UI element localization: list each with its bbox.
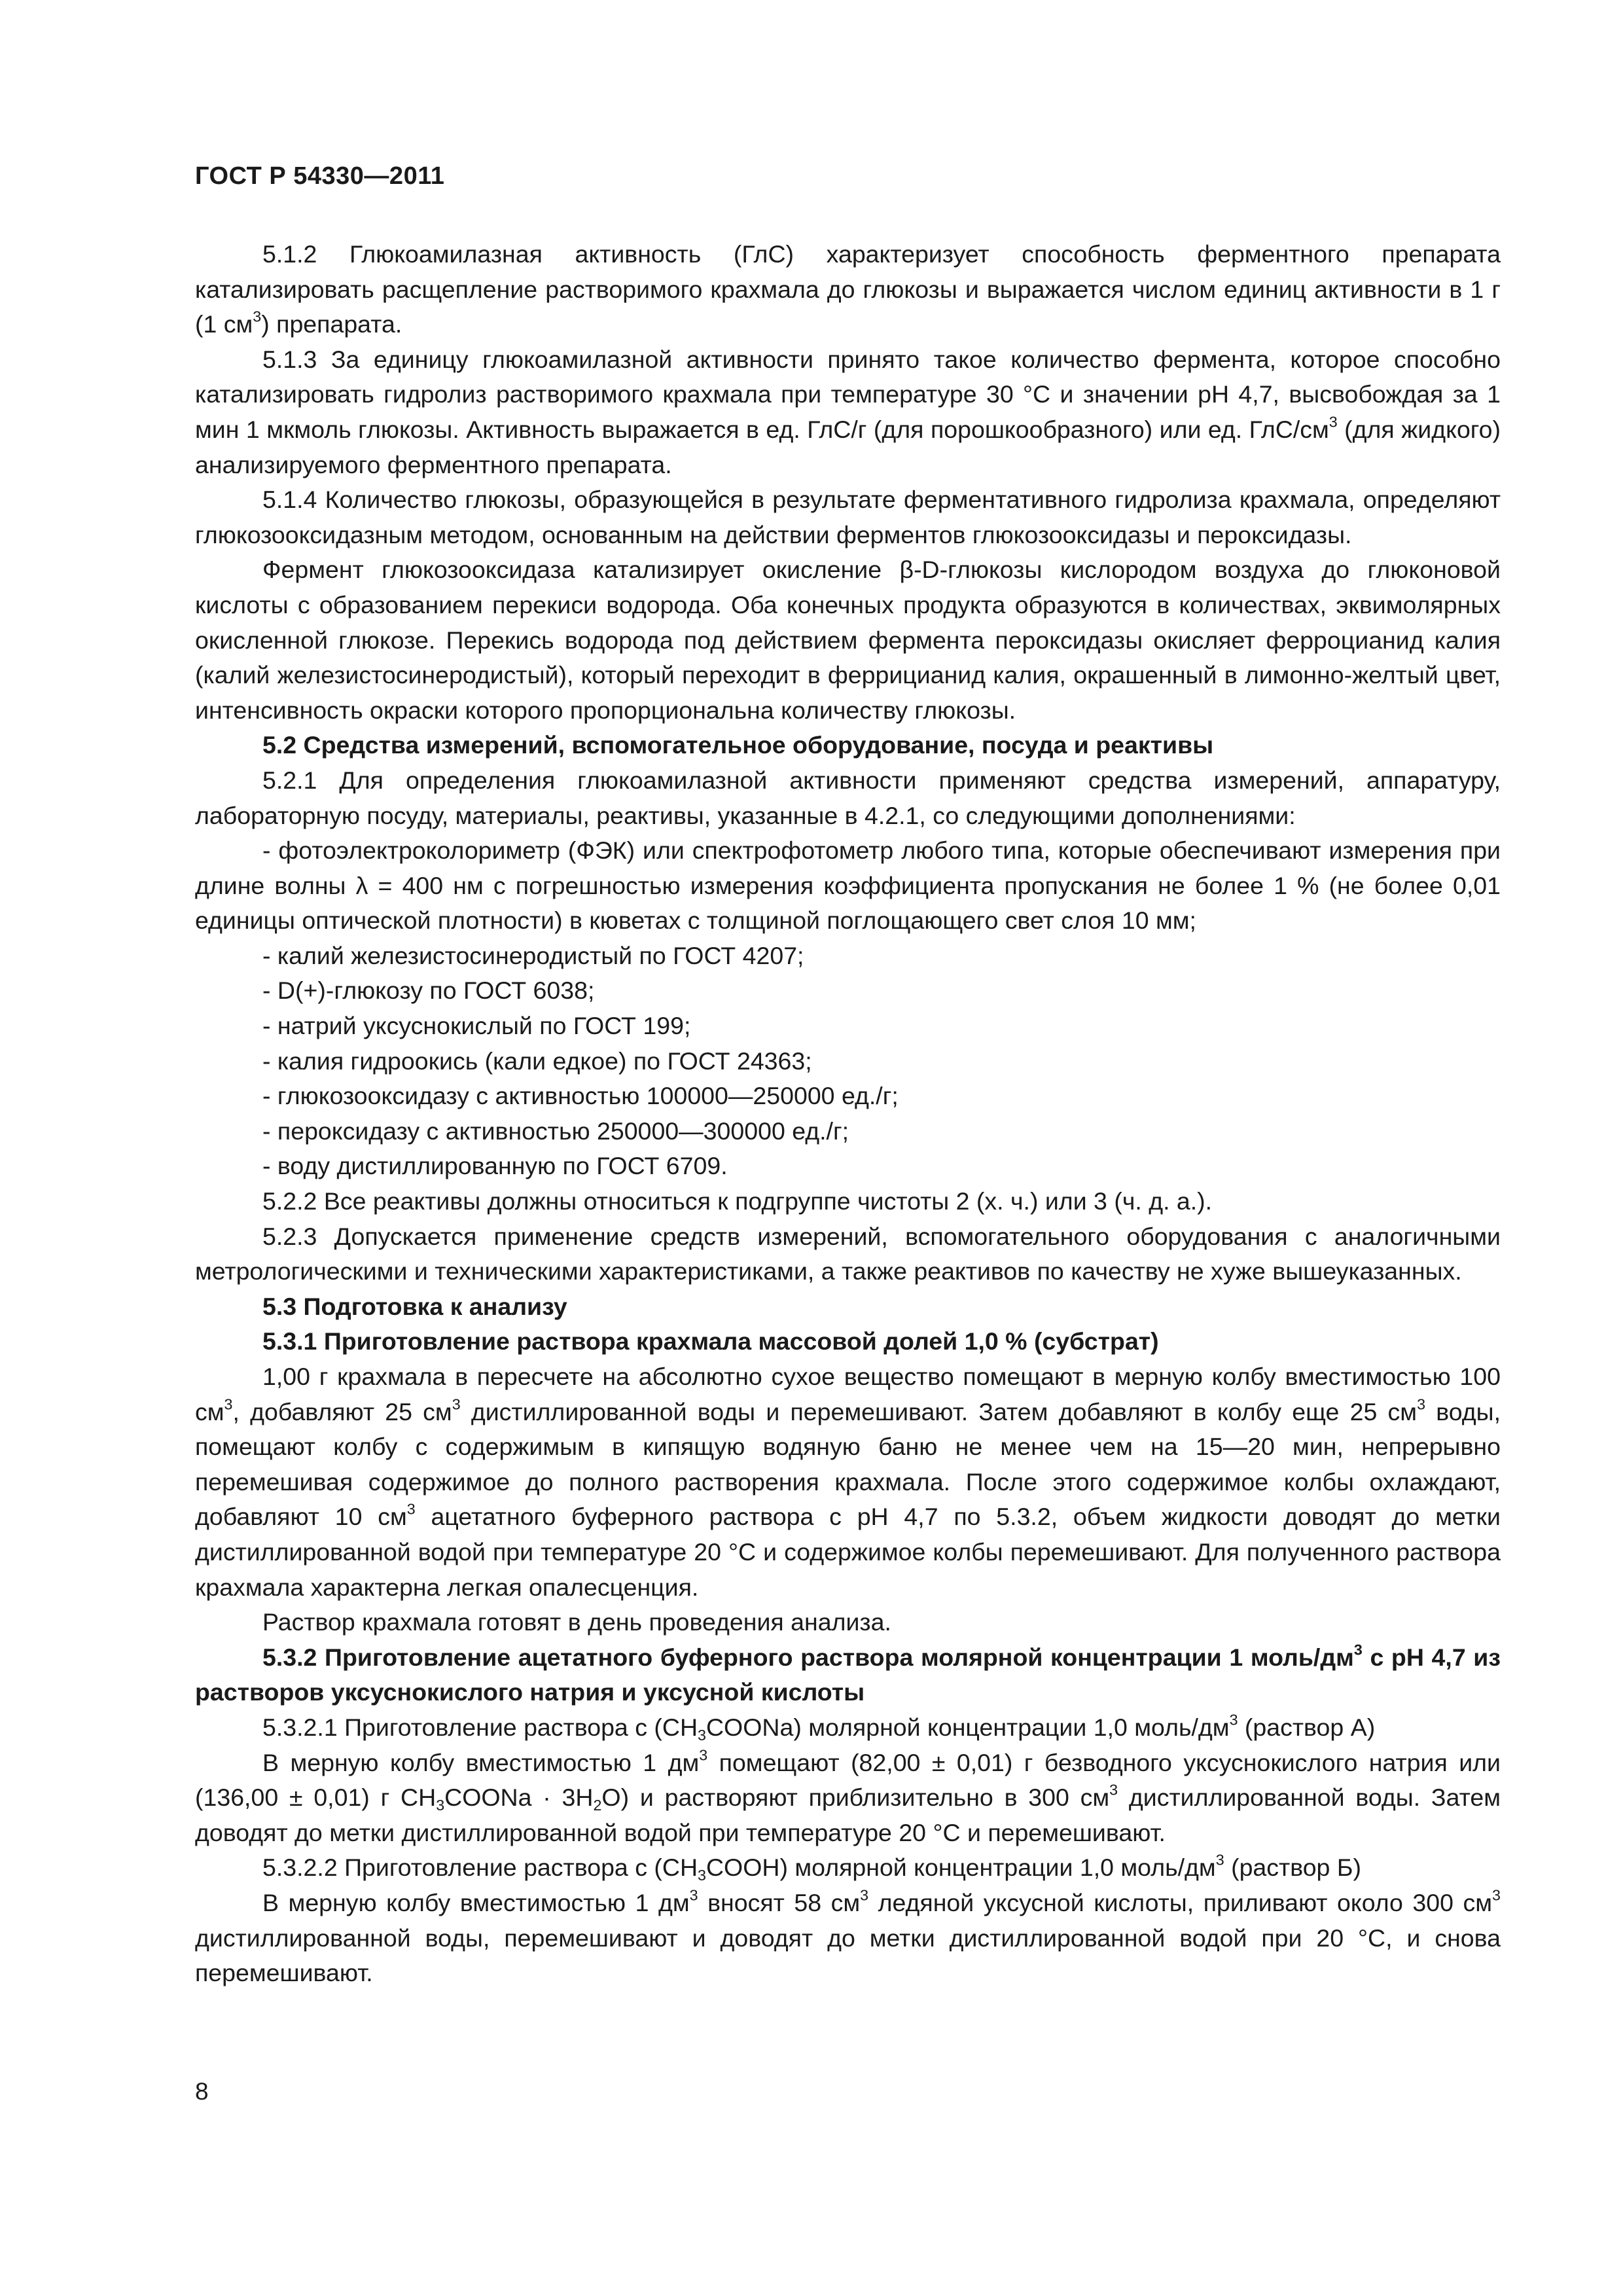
paragraph: - глюкозооксидазу с активностью 100000—250000 ед./г; <box>262 1082 899 1110</box>
paragraph: 5.3.2.1 Приготовление раствора с $(CH_3COONa)$ молярной концентрации 1,0 моль/$дм^3$ (раствор А) <box>262 1711 1376 1744</box>
paragraph: - фотоэлектроколориметр (ФЭК) или спектрофотометр любого типа, которые обеспечивают измерения при длине волны λ = 400 нм с погрешностью измерения коэффициента пропускания не более 1 % (не более 0,01 единицы оптической плотности) в кюветах с толщиной поглощающего свет слоя 10 мм; <box>195 836 1501 935</box>
paragraph: 5.3.2.2 Приготовление раствора с $(CH_3COOH)$ молярной концентрации 1,0 моль/$дм^3$ (раствор Б) <box>262 1852 1361 1884</box>
section-heading: 5.2 Средства измерений, вспомогательное оборудование, посуда и реактивы <box>262 731 1214 759</box>
paragraph: 5.1.3 За единицу глюкоамилазной активности принято такое количество фермента, которое способно катализировать гидролиз растворимого крахмала при температуре 30 °С и значении рН 4,7, высвобождая за 1 мин 1 мкмоль глюкозы. Активность выражается в ед. ГлС/г (для порошкообразного) или ед. ГлС/$см^3$ (для жидкого) анализируемого ферментного препарата. <box>195 345 1501 478</box>
document-header: ГОСТ Р 54330—2011 <box>195 162 445 190</box>
paragraph: - D(+)-глюкозу по ГОСТ 6038; <box>262 977 595 1005</box>
document-body <box>195 237 1501 1991</box>
section-heading: 5.3.1 Приготовление раствора крахмала массовой долей 1,0 % (субстрат) <box>262 1327 1159 1355</box>
paragraph: - калий железистосинеродистый по ГОСТ 4207; <box>262 941 804 969</box>
paragraph: - калия гидроокись (кали едкое) по ГОСТ 24363; <box>262 1047 812 1075</box>
paragraph: - воду дистиллированную по ГОСТ 6709. <box>262 1152 728 1180</box>
paragraph: Фермент глюкозооксидаза катализирует окисление β-D-глюкозы кислородом воздуха до глюконовой кислоты с образованием перекиси водорода. Оба конечных продукта образуются в количествах, эквимолярных окисленной глюкозе. Перекись водорода под действием фермента пероксидазы окисляет ферроцианид калия (калий железистосинеродистый), который переходит в феррицианид калия, окрашенный в лимонно-желтый цвет, интенсивность окраски которого пропорциональна количеству глюкозы. <box>195 556 1501 724</box>
paragraph: 1,00 г крахмала в пересчете на абсолютно сухое вещество помещают в мерную колбу вместимостью 100 $см^3$, добавляют 25 $см^3$ дистиллированной воды и перемешивают. Затем добавляют в колбу еще 25 $см^3$ воды, помещают колбу с содержимым в кипящую водяную баню не менее чем на 15—20 мин, непрерывно перемешивая содержимое до полного растворения крахмала. После этого содержимое колбы охлаждают, добавляют 10 $см^3$ ацетатного буферного раствора с рН 4,7 по 5.3.2, объем жидкости доводят до метки дистиллированной водой при температуре 20 °С и содержимое колбы перемешивают. Для полученного раствора крахмала характерна легкая опалесценция. <box>195 1363 1501 1601</box>
paragraph: - пероксидазу с активностью 250000—300000 ед./г; <box>262 1117 849 1145</box>
section-heading: 5.3 Подготовка к анализу <box>262 1292 567 1320</box>
paragraph: Раствор крахмала готовят в день проведения анализа. <box>262 1608 891 1636</box>
page-number: 8 <box>195 2078 209 2105</box>
paragraph: 5.2.1 Для определения глюкоамилазной активности применяют средства измерений, аппаратуру, лабораторную посуду, материалы, реактивы, указанные в 4.2.1, со следующими дополнениями: <box>195 766 1501 829</box>
paragraph: 5.2.3 Допускается применение средств измерений, вспомогательного оборудования с аналогичными метрологическими и техническими характеристиками, а также реактивов по качеству не хуже вышеуказанных. <box>195 1222 1501 1285</box>
paragraph: В мерную колбу вместимостью 1 $дм^3$ вносят 58 $см^3$ ледяной уксусной кислоты, приливают около 300 $см^3$ дистиллированной воды, перемешивают и доводят до метки дистиллированной водой при 20 °С, и снова перемешивают. <box>195 1886 1501 1987</box>
paragraph: 5.2.2 Все реактивы должны относиться к подгруппе чистоты 2 (х. ч.) или 3 (ч. д. а.). <box>262 1187 1213 1215</box>
paragraph: - натрий уксуснокислый по ГОСТ 199; <box>262 1012 691 1040</box>
paragraph: 5.1.4 Количество глюкозы, образующейся в результате ферментативного гидролиза крахмала, определяют глюкозооксидазным методом, основанным на действии ферментов глюкозооксидазы и пероксидазы. <box>195 486 1501 548</box>
section-heading: 5.3.2 Приготовление ацетатного буферного раствора молярной концентрации 1 моль/$дм^3$ с рН 4,7 из растворов уксуснокислого натрия и уксусной кислоты <box>195 1641 1501 1706</box>
paragraph: 5.1.2 Глюкоамилазная активность (ГлС) характеризует способность ферментного препарата катализировать расщепление растворимого крахмала до глюкозы и выражается числом единиц активности в 1 г (1 $см^3$) препарата. <box>195 240 1501 338</box>
paragraph: В мерную колбу вместимостью 1 $дм^3$ помещают (82,00 ± 0,01) г безводного уксуснокислого натрия или (136,00 ± 0,01) г $CH_3COONa \cdot 3H_2O$) и растворяют приблизительно в 300 $см^3$ дистиллированной воды. Затем доводят до метки дистиллированной водой при температуре 20 °С и перемешивают. <box>195 1746 1501 1846</box>
